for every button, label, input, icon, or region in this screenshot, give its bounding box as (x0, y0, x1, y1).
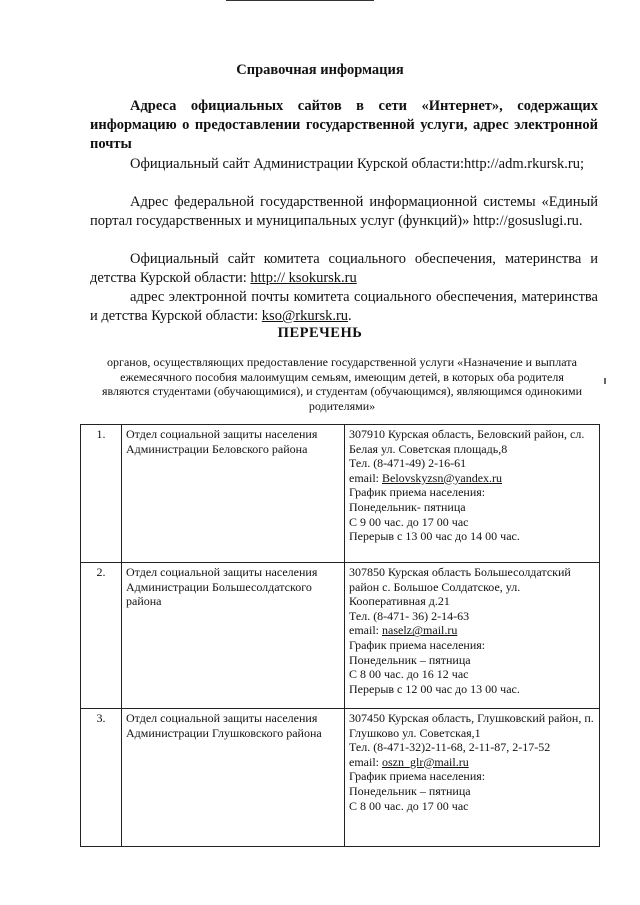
office-email-link[interactable]: Belovskyzsn@yandex.ru (382, 470, 503, 485)
table-row (81, 563, 600, 709)
list-title: ПЕРЕЧЕНЬ (277, 325, 363, 341)
committee-email-link[interactable]: kso@rkursk.ru (261, 308, 349, 324)
row-number: 2. (81, 563, 122, 709)
schedule-days: Понедельник – пятница (349, 652, 471, 667)
table-row (81, 709, 600, 847)
office-name: Отдел социальной защиты населения Администрации Большесолдатского района (122, 563, 345, 709)
table-row (81, 425, 600, 563)
email-suffix: . (348, 308, 352, 324)
email-label: email: (349, 754, 382, 769)
office-contacts (345, 425, 600, 563)
office-email-link[interactable]: naselz@mail.ru (382, 623, 458, 638)
schedule-title: График приема населения: (349, 485, 486, 500)
office-email-link[interactable]: oszn_glr@mail.ru (382, 754, 469, 769)
committee-site-paragraph (90, 250, 598, 288)
page-title: Справочная информация (236, 62, 404, 78)
office-address: 307910 Курская область, Беловский район, сл. Белая ул. Советская площадь,8 (349, 427, 585, 456)
portal-site-paragraph: Адрес федеральной государственной информационной системы «Единый портал государственных и муниципальных услуг (функций)» http://gosuslugi.ru. (90, 194, 598, 229)
office-phone: Тел. (8-471-32)2-11-68, 2-11-87, 2-17-52 (349, 740, 551, 755)
office-contacts (345, 709, 600, 847)
office-phone: Тел. (8-471-49) 2-16-61 (349, 456, 467, 471)
row-number: 1. (81, 425, 122, 563)
office-email-line (349, 471, 595, 486)
email-text: адрес электронной почты комитета социального обеспечения, материнства и детства Курской области: (90, 289, 598, 324)
email-paragraph (90, 288, 598, 326)
email-label: email: (349, 470, 382, 485)
schedule-hours: С 9 00 час. до 17 00 час (349, 514, 469, 529)
office-address: 307850 Курская область Большесолдатский район с. Большое Солдатское, ул. Кооперативная д.21 (349, 565, 571, 609)
schedule-title: График приема населения: (349, 637, 486, 652)
scan-mark (604, 378, 606, 384)
office-email-line (349, 623, 595, 638)
schedule-break: Перерыв с 12 00 час до 13 00 час. (349, 681, 520, 696)
row-number: 3. (81, 709, 122, 847)
committee-site-text: Официальный сайт комитета социального обеспечения, материнства и детства Курской области: (90, 251, 598, 286)
schedule-hours: С 8 00 час. до 17 00 час (349, 798, 469, 813)
schedule-days: Понедельник – пятница (349, 783, 471, 798)
schedule-hours: С 8 00 час. до 16 12 час (349, 667, 469, 682)
schedule-title: График приема населения: (349, 769, 486, 784)
sites-heading: Адреса официальных сайтов в сети «Интернет», содержащих информацию о предоставлении государственной услуги, адрес электронной почты (90, 98, 598, 152)
committee-site-link[interactable]: http:// ksokursk.ru (250, 270, 357, 286)
office-contacts (345, 563, 600, 709)
top-rule (226, 0, 374, 1)
office-name: Отдел социальной защиты населения Администрации Глушковского района (122, 709, 345, 847)
office-phone: Тел. (8-471- 36) 2-14-63 (349, 608, 470, 623)
schedule-break: Перерыв с 13 00 час до 14 00 час. (349, 529, 520, 544)
office-address: 307450 Курская область, Глушковский район, п. Глушково ул. Советская,1 (349, 711, 594, 740)
admin-site-paragraph: Официальный сайт Администрации Курской области:http://adm.rkursk.ru; (130, 156, 585, 172)
office-name: Отдел социальной защиты населения Администрации Беловского района (122, 425, 345, 563)
schedule-days: Понедельник- пятница (349, 499, 466, 514)
list-intro: органов, осуществляющих предоставление государственной услуги «Назначение и выплата ежемесячного пособия малоимущим семьям, имеющим детей, в которых оба родителя являются студентами (обучающимися), и студентам (обучающимся), являющимся одинокими родителями» (101, 355, 583, 413)
offices-table (80, 424, 600, 847)
email-label: email: (349, 623, 382, 638)
office-email-line (349, 755, 595, 770)
